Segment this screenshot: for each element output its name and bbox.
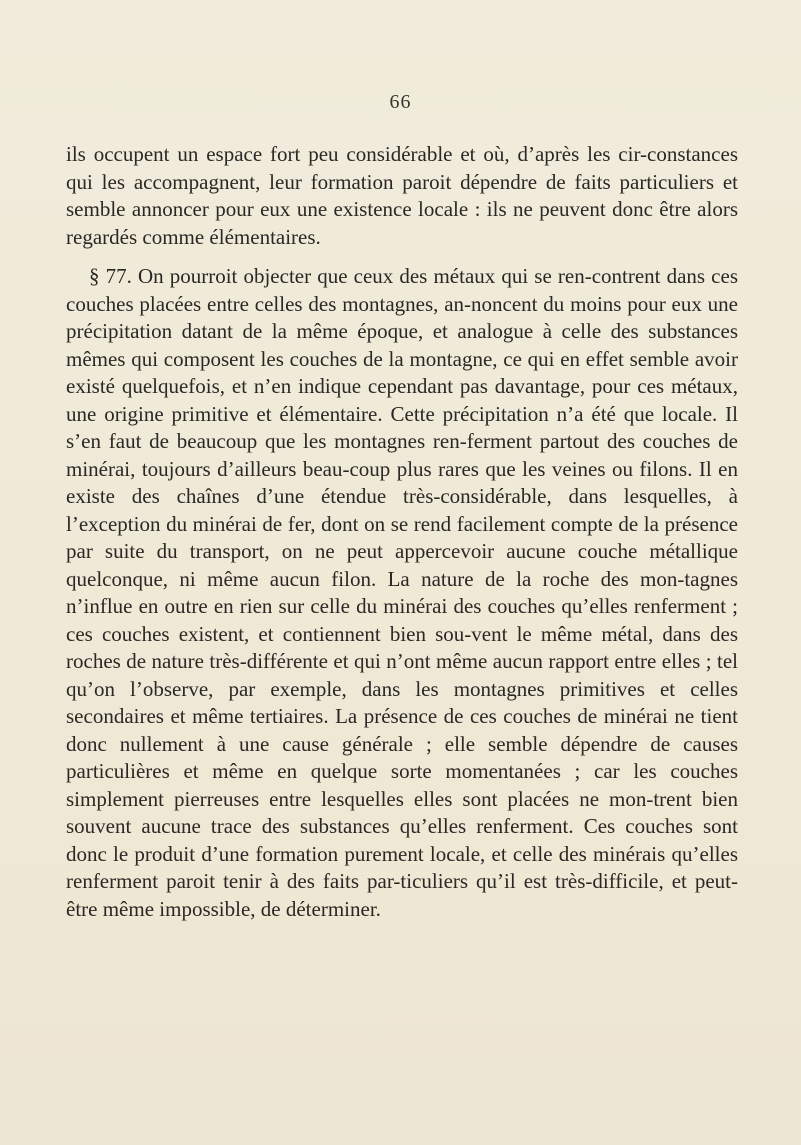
section-number: § 77. — [89, 264, 132, 288]
paragraph-section-77 — [66, 263, 738, 923]
paragraph-text: On pourroit objecter que ceux des métaux qui se ren-contrent dans ces couches placées entre celles des montagnes, an-noncent du moins pour eux une précipitation datant de la même époque, et analogue à celle des substances mêmes qui composent les couches de la montagne, ce qui en effet semble avoir existé quelquefois, et n’en indique cependant pas davantage, pour ces métaux, une origine primitive et élémentaire. Cette précipitation n’a été que locale. Il s’en faut de beaucoup que les montagnes ren-ferment partout des couches de minérai, toujours d’ailleurs beau-coup plus rares que les veines ou filons. Il en existe des chaînes d’une étendue très-considérable, dans lesquelles, à l’exception du minérai de fer, dont on se rend facilement compte de la présence par suite du transport, on ne peut appercevoir aucune couche métallique quelconque, ni même aucun filon. La nature de la roche des mon-tagnes n’influe en outre en rien sur celle du minérai des couches qu’elles renferment ; ces couches existent, et contiennent bien sou-vent le même métal, dans des roches de nature très-différente et qui n’ont même aucun rapport entre elles ; tel qu’on l’observe, par exemple, dans les montagnes primitives et celles secondaires et même tertiaires. La présence de ces couches de minérai ne tient donc nullement à une cause générale ; elle semble dépendre de causes particulières et même en quelque sorte momentanées ; car les couches simplement pierreuses entre lesquelles elles sont placées ne mon-trent bien souvent aucune trace des substances qu’elles renferment. Ces couches sont donc le produit d’une formation purement locale, et celle des minérais qu’elles renferment paroit tenir à des faits par-ticuliers qu’il est très-difficile, et peut-être même impossible, de déterminer. — [66, 264, 738, 921]
page-number: 66 — [389, 91, 412, 113]
body-text — [66, 141, 738, 923]
paragraph-continuation — [66, 141, 738, 251]
paragraph-text: ils occupent un espace fort peu considérable et où, d’après les cir-constances qui les accompagnent, leur formation paroit dépendre de faits particuliers et semble annoncer pour eux une existence locale : ils ne peuvent donc être alors regardés comme élémentaires. — [66, 142, 738, 249]
